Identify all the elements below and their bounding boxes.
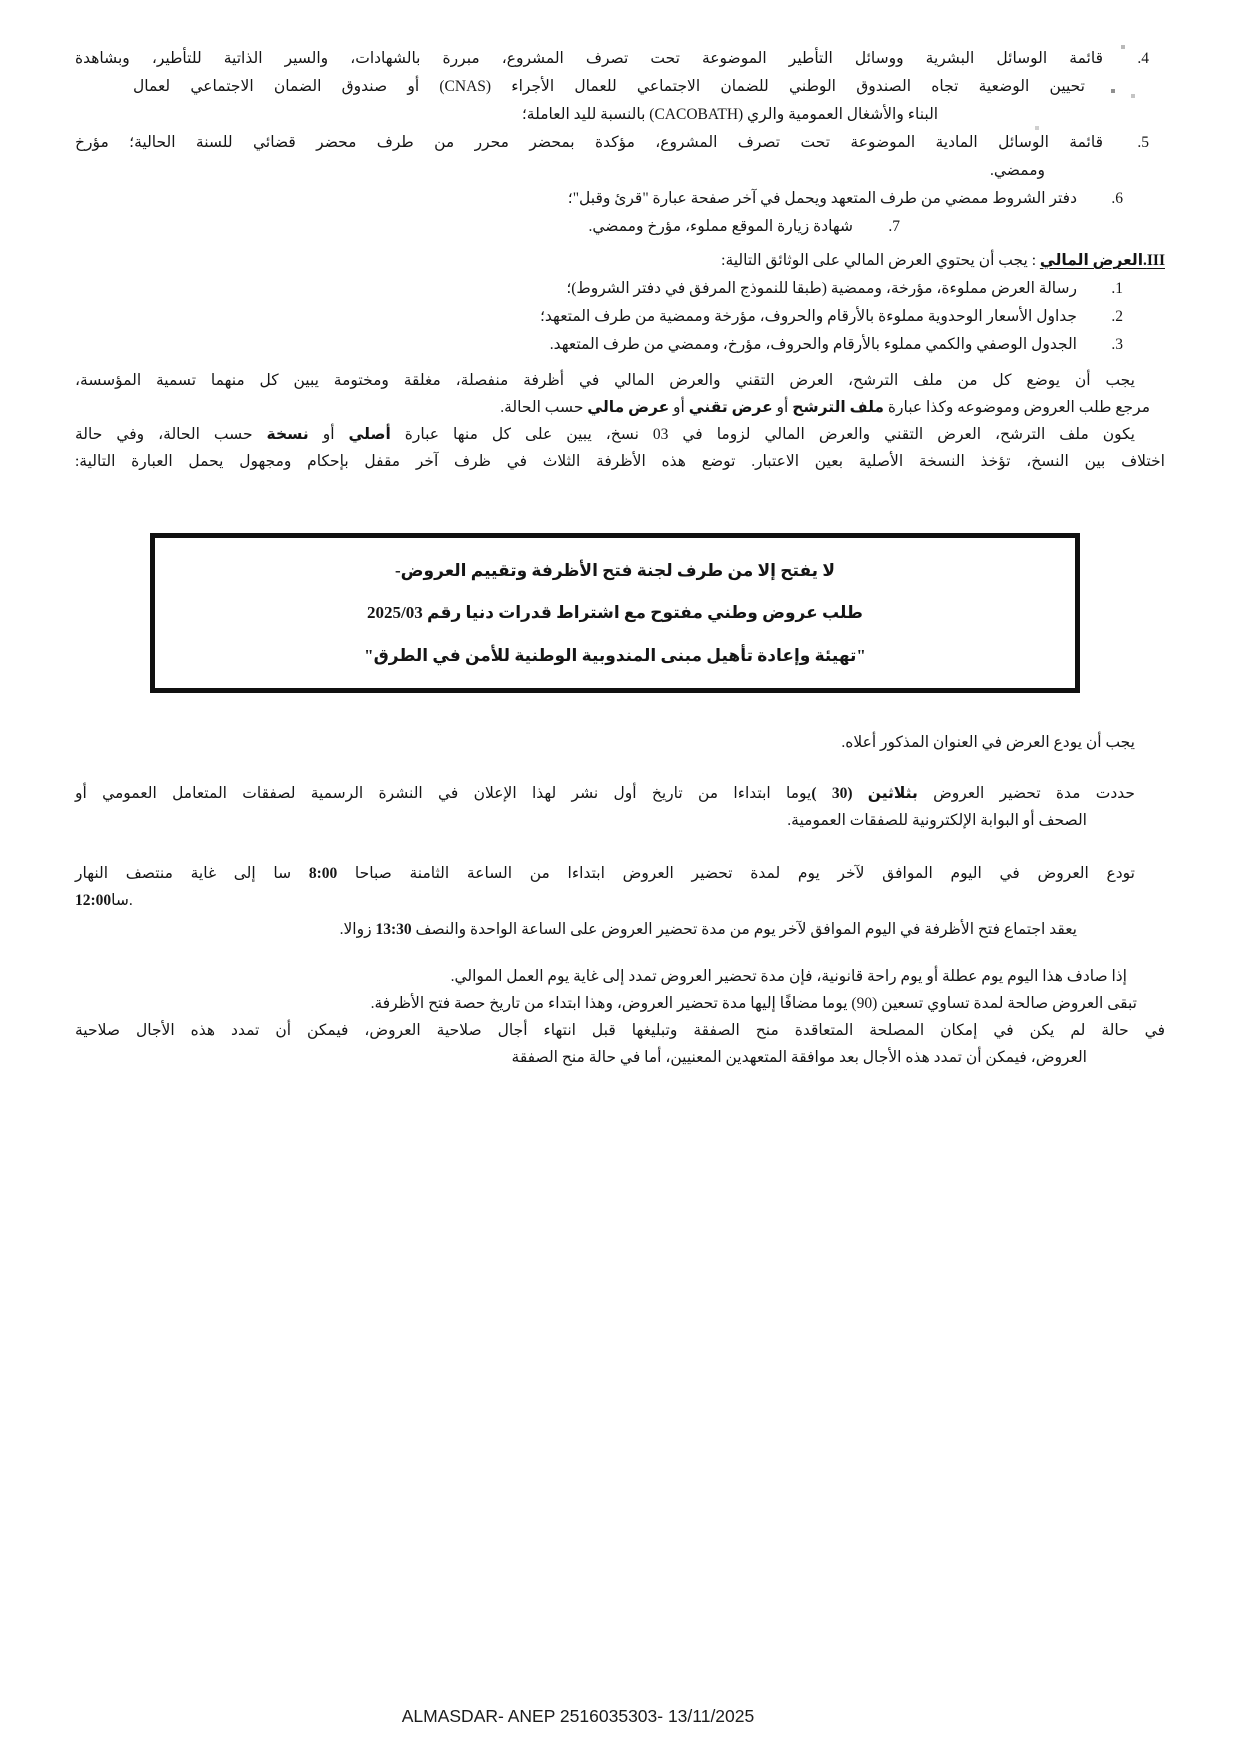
- submission-line-2-unit: سا.: [111, 892, 133, 909]
- list-item-4-line-2: تحيين الوضعية تجاه الصندوق الوطني للضمان الاجتماعي للعمال الأجراء (CNAS) أو صندوق الضمان الاجتماعي لعمال: [133, 78, 1085, 95]
- notice-box-line-3: "تهيئة وإعادة تأهيل مبنى المندوبية الوطنية للأمن في الطرق": [364, 645, 866, 665]
- list-item-7-number: 7.: [888, 218, 900, 235]
- list-item-5-line-2: وممضي.: [990, 162, 1045, 179]
- list-item-7-text: شهادة زيارة الموقع مملوء، مؤرخ وممضي.: [588, 218, 853, 235]
- financial-item-3: [75, 331, 1165, 359]
- submission-line-2: [75, 887, 1165, 914]
- opening-paragraph: [75, 916, 1165, 943]
- validity-line-4: العروض، فيمكن أن تمدد هذه الأجال بعد موافقة المتعهدين المعنيين، أما في حالة منح الصفقة: [511, 1049, 1087, 1066]
- preparation-paragraph: [75, 780, 1165, 834]
- bold-financial-offer: عرض مالي: [587, 399, 670, 416]
- preparation-line-1-end: يوما ابتداءا من تاريخ أول نشر لهذا الإعلان في النشرة الرسمية لصفقات المتعامل العمومي أو: [75, 785, 812, 802]
- bold-time-1330: 13:30: [375, 921, 412, 938]
- validity-paragraph: [75, 963, 1165, 1071]
- list-item-4-number: 4.: [1137, 50, 1149, 67]
- list-item-6: [75, 185, 1165, 213]
- financial-item-1-text: رسالة العرض مملوءة، مؤرخة، وممضية (طبقا للنموذج المرفق في دفتر الشروط)؛: [566, 280, 1077, 297]
- validity-line-3: في حالة لم يكن في إمكان المصلحة المتعاقدة منح الصفقة وتبليغها قبل انتهاء أجال صلاحية العروض، فيمكن أن تمدد هذه الأجال صلاحية: [75, 1022, 1165, 1039]
- list-item-4-line-3: البناء والأشغال العمومية والري (CACOBATH) بالنسبة لليد العاملة؛: [521, 106, 939, 123]
- bold-thirty-days: بثلاثين (30 ): [811, 785, 918, 802]
- envelope-notice-box: [150, 533, 1080, 693]
- opening-line-text: يعقد اجتماع فتح الأظرفة في اليوم الموافق لآخر يوم من مدة تحضير العروض على الساعة الواحدة والنصف: [411, 921, 1077, 938]
- financial-item-3-number: 3.: [1111, 336, 1123, 353]
- list-item-5-line-1: [75, 129, 1165, 157]
- envelopes-line-3-text: يكون ملف الترشح، العرض التقني والعرض المالي لزوما في 03 نسخ، يبين على كل منها عبارة: [390, 426, 1135, 443]
- bold-time-0800: 8:00: [308, 865, 338, 882]
- envelopes-line-2-sep2: أو: [669, 399, 689, 416]
- deposit-paragraph: [75, 729, 1165, 756]
- envelopes-line-3-sep: أو: [308, 426, 349, 443]
- list-item-4-line-1: [75, 45, 1165, 73]
- financial-item-1: [75, 275, 1165, 303]
- financial-item-3-text: الجدول الوصفي والكمي مملوء بالأرقام والحروف، مؤرخ، وممضي من طرف المتعهد.: [549, 336, 1077, 353]
- submission-line-1-text: تودع العروض في اليوم الموافق لآخر يوم لمدة تحضير العروض ابتداءا من الساعة الثامنة صباحا: [337, 865, 1135, 882]
- financial-offer-heading: [75, 247, 1165, 275]
- notice-box-line-1: لا يفتح إلا من طرف لجنة فتح الأظرفة وتقييم العروض-: [395, 560, 835, 580]
- envelopes-line-2: [75, 394, 1165, 421]
- envelopes-line-2-text: مرجع طلب العروض وموضوعه وكذا عبارة: [884, 399, 1150, 416]
- list-item-4-text: قائمة الوسائل البشرية ووسائل التأطير الموضوعة تحت تصرف المشروع، مبررة بالشهادات، والسير الذاتية للتأطير، وبشاهدة: [75, 50, 1103, 67]
- submission-paragraph: [75, 860, 1165, 914]
- submission-line-1: [75, 860, 1165, 887]
- financial-item-2-number: 2.: [1111, 308, 1123, 325]
- section-intro: : يجب أن يحتوي العرض المالي على الوثائق التالية:: [721, 252, 1040, 269]
- candidacy-requirements-list: [75, 45, 1165, 359]
- notice-box-line-2: طلب عروض وطني مفتوح مع اشتراط قدرات دنيا رقم 2025/03: [367, 603, 863, 622]
- submission-line-1-end: سا إلى غاية منتصف النهار: [75, 865, 309, 882]
- envelopes-line-1: يجب أن يوضع كل من ملف الترشح، العرض التقني والعرض المالي في أظرفة منفصلة، مغلقة ومختومة يبين كل منهما تسمية المؤسسة،: [75, 372, 1135, 389]
- validity-line-1: إذا صادف هذا اليوم يوم عطلة أو يوم راحة قانونية، فإن مدة تحضير العروض تمدد إلى غاية يوم العمل الموالي.: [450, 968, 1127, 985]
- list-item-5-number: 5.: [1137, 134, 1149, 151]
- financial-item-1-number: 1.: [1111, 280, 1123, 297]
- validity-line-2: تبقى العروض صالحة لمدة تساوي تسعين (90) يوما مضافًا إليها مدة تحضير العروض، وهذا ابتداء من تاريخ حصة فتح الأظرفة.: [370, 995, 1137, 1012]
- bold-copy: نسخة: [266, 426, 309, 443]
- deposit-line: يجب أن يودع العرض في العنوان المذكور أعلاه.: [841, 734, 1135, 751]
- anep-publication-footer: ALMASDAR- ANEP 2516035303- 13/11/2025: [401, 1706, 755, 1726]
- bold-original: أصلي: [348, 426, 391, 443]
- section-numeral: III.: [1143, 252, 1165, 269]
- envelopes-line-2-sep1: أو: [772, 399, 793, 416]
- scan-artifacts: [0, 0, 2, 2]
- preparation-line-1-text: حددت مدة تحضير العروض: [917, 785, 1135, 802]
- preparation-line-2: الصحف أو البوابة الإلكترونية للصفقات العمومية.: [787, 812, 1087, 829]
- opening-line-end: زوالا.: [339, 921, 376, 938]
- preparation-line-1: [75, 780, 1165, 807]
- list-item-6-text: دفتر الشروط ممضي من طرف المتعهد ويحمل في آخر صفحة عبارة "قرئ وقبل"؛: [567, 190, 1077, 207]
- envelopes-line-3-end: حسب الحالة، وفي حالة: [75, 426, 267, 443]
- envelopes-line-4: اختلاف بين النسخ، تؤخذ النسخة الأصلية بعين الاعتبار. توضع هذه الأظرفة الثلاث في ظرف آخر مقفل بإحكام ومجهول يحمل العبارة التالية:: [75, 453, 1165, 470]
- bold-technical-offer: عرض تقني: [688, 399, 773, 416]
- bold-time-1200: 12:00: [75, 892, 112, 909]
- envelopes-line-2-end: حسب الحالة.: [500, 399, 588, 416]
- financial-item-2-text: جداول الأسعار الوحدوية مملوءة بالأرقام والحروف، مؤرخة وممضية من طرف المتعهد؛: [539, 308, 1077, 325]
- bold-candidacy-file: ملف الترشح: [792, 399, 884, 416]
- envelopes-line-3: [75, 421, 1165, 448]
- envelopes-paragraph: [75, 367, 1165, 475]
- document-body: [75, 45, 1165, 1071]
- list-item-5-text: قائمة الوسائل المادية الموضوعة تحت تصرف المشروع، مؤكدة بمحضر محرر من طرف محضر قضائي للسنة الحالية؛ مؤرخ: [75, 134, 1103, 151]
- financial-item-2: [75, 303, 1165, 331]
- list-item-6-number: 6.: [1111, 190, 1123, 207]
- list-item-7: [75, 213, 1165, 241]
- section-title: العرض المالي: [1039, 252, 1144, 269]
- opening-line: [75, 916, 1165, 943]
- financial-offer-heading-underlined: [1040, 252, 1165, 269]
